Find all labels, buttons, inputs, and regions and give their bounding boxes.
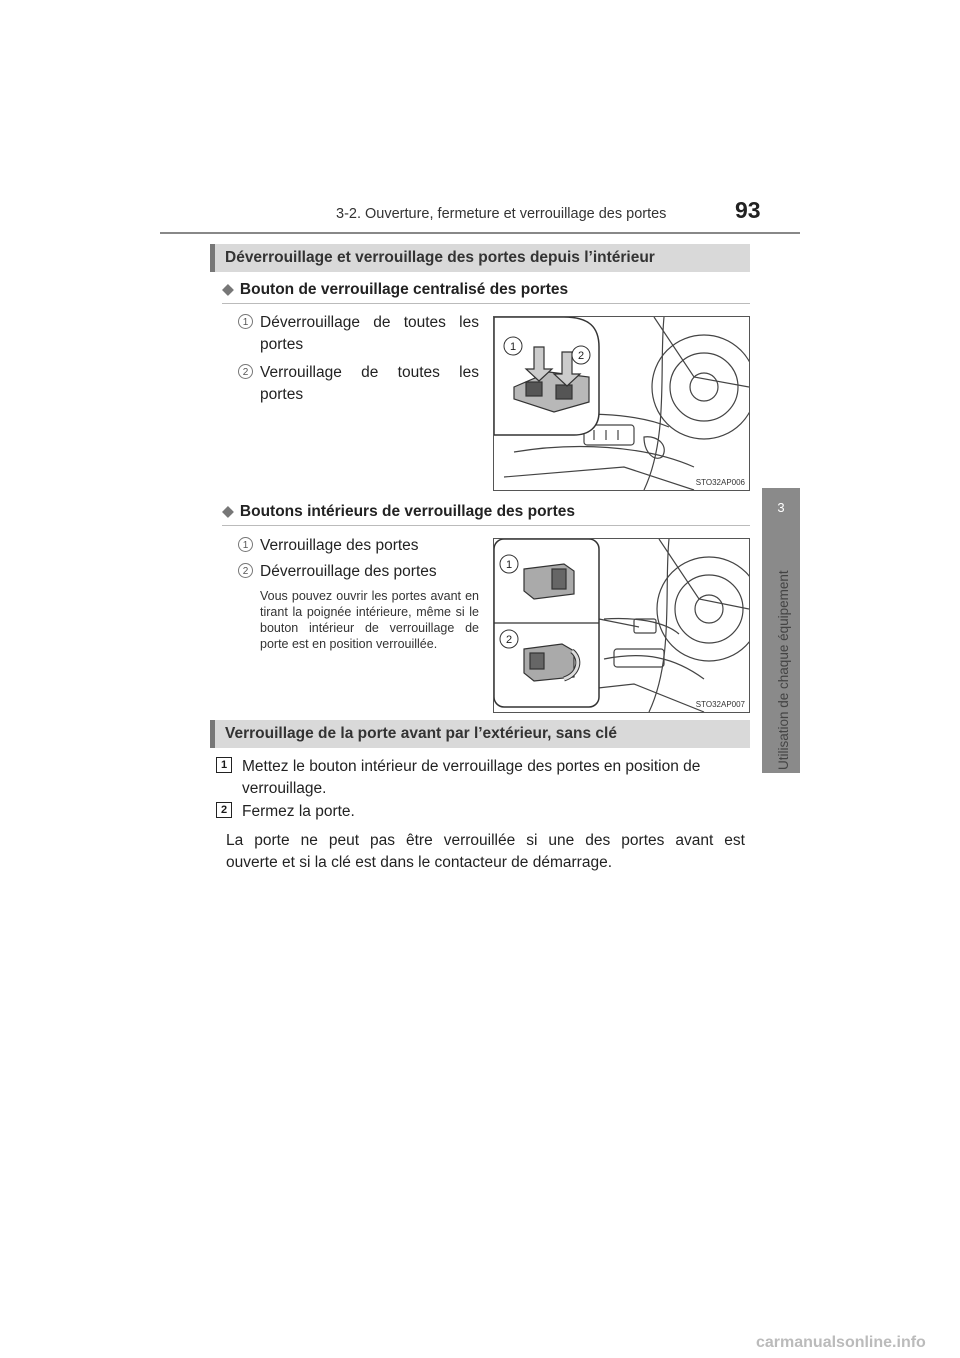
step-text-line: Mettez le bouton intérieur de verrouillage des portes en position de <box>242 758 701 775</box>
illustration-door-handle <box>494 539 749 712</box>
figure-interior-lock-buttons <box>493 538 750 713</box>
figure-central-lock-switch <box>493 316 750 491</box>
callout-number: 2 <box>238 563 253 578</box>
item-text-line: Verrouillage des portes <box>260 537 419 554</box>
figure-code: STO32AP006 <box>695 478 745 487</box>
step-number: 2 <box>216 802 232 818</box>
item-text-line: Déverrouillage de toutes les <box>260 314 479 331</box>
callout-number: 2 <box>238 364 253 379</box>
subheading-central-lock <box>222 280 568 299</box>
watermark: carmanualsonline.info <box>756 1334 926 1351</box>
figure-callout: 1 <box>505 559 513 571</box>
figure-callout: 2 <box>577 350 585 362</box>
chapter-label: Utilisation de chaque équipement <box>776 570 791 770</box>
item-text-line: portes <box>260 336 304 353</box>
header-rule <box>160 232 800 234</box>
page-number: 93 <box>735 197 761 223</box>
illustration-door-panel <box>494 317 749 490</box>
step-number: 1 <box>216 757 232 773</box>
diamond-bullet-icon: ◆ <box>222 503 234 520</box>
step-text-line: verrouillage. <box>242 780 327 797</box>
subheading-text: Boutons intérieurs de verrouillage des portes <box>239 503 575 520</box>
chapter-number: 3 <box>777 500 785 515</box>
item-text-line: Verrouillage de toutes les <box>260 364 479 381</box>
section-heading-text: Déverrouillage et verrouillage des portes depuis l’intérieur <box>225 249 655 266</box>
note-text: Vous pouvez ouvrir les portes avant en tirant la poignée intérieure, même si le bouton intérieur de verrouillage de porte est en position verrouillée. <box>260 589 479 651</box>
section-heading-exterior <box>210 720 750 748</box>
info-text-line: ouverte et si la clé est dans le contacteur de démarrage. <box>226 854 612 871</box>
subheading-rule <box>222 525 750 526</box>
subheading-interior-lock <box>222 502 575 521</box>
callout-number: 1 <box>238 537 253 552</box>
diamond-bullet-icon: ◆ <box>222 281 234 298</box>
figure-callout: 2 <box>505 634 513 646</box>
step-text-line: Fermez la porte. <box>242 803 355 820</box>
section-heading-interior <box>210 244 750 272</box>
figure-callout: 1 <box>509 341 517 353</box>
info-text-line: La porte ne peut pas être verrouillée si une des portes avant est <box>226 832 745 849</box>
section-heading-text: Verrouillage de la porte avant par l’extérieur, sans clé <box>225 725 617 742</box>
callout-number: 1 <box>238 314 253 329</box>
subheading-rule <box>222 303 750 304</box>
running-header: 3-2. Ouverture, fermeture et verrouillage des portes <box>336 206 667 222</box>
item-text-line: Déverrouillage des portes <box>260 563 437 580</box>
subheading-text: Bouton de verrouillage centralisé des portes <box>239 281 569 298</box>
item-text-line: portes <box>260 386 304 403</box>
figure-code: STO32AP007 <box>695 700 745 709</box>
